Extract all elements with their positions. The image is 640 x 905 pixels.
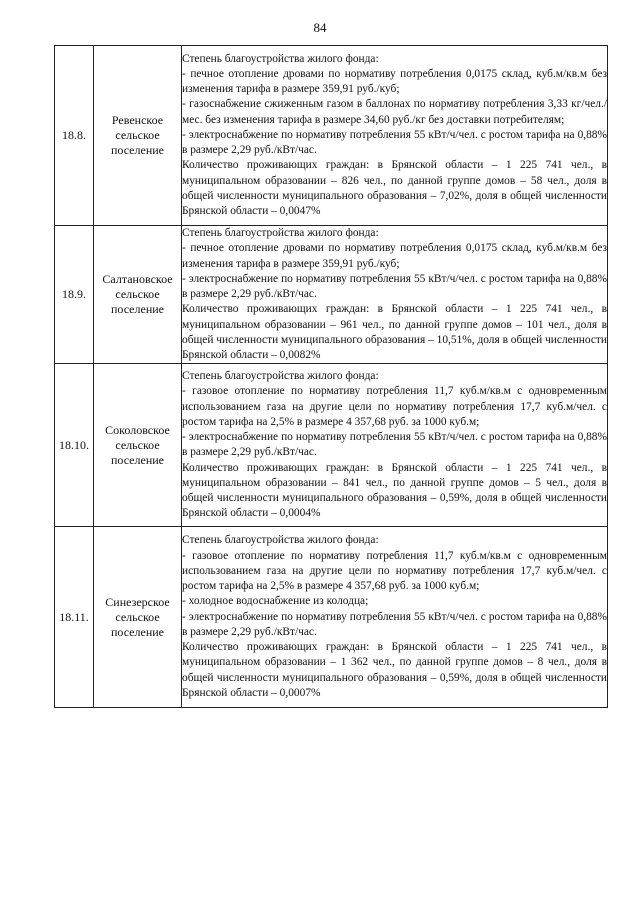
description-item: - газовое отопление по нормативу потребления 11,7 куб.м/кв.м с одновременным использованием газа на другие цели по нормативу потребления 17,7 куб.м/чел. с ростом тарифа на 2,5% в размере 4 357,68 руб. за 1000 куб.м;	[182, 385, 607, 428]
settlement-name-line: сельское	[115, 287, 160, 302]
settlement-name-line: поселение	[110, 452, 164, 467]
description-item: - печное отопление дровами по нормативу потребления 0,0175 склад, куб.м/кв.м без изменения тарифа в размере 359,91 руб./куб;	[182, 242, 607, 270]
settlement-name-line: Салтановское	[102, 272, 173, 287]
table-row	[55, 46, 608, 226]
settlement-name	[94, 46, 182, 226]
settlement-name-line: поселение	[110, 302, 164, 317]
settlement-name-line: сельское	[115, 437, 160, 452]
population-info: Количество проживающих граждан: в Брянской области – 1 225 741 чел., в муниципальном образовании – 961 чел., по данной группе домов – 101 чел., доля в общей численности муниципального образования – 10,51%, доля в общей численности Брянской области – 0,0082%	[182, 303, 607, 361]
settlement-name-line: сельское	[115, 128, 160, 142]
housing-table	[54, 45, 608, 708]
settlement-name-line: сельское	[115, 609, 160, 624]
description-item: - холодное водоснабжение из колодца;	[182, 595, 369, 608]
row-number: 18.11.	[55, 527, 94, 708]
row-number: 18.9.	[55, 226, 94, 364]
settlement-name	[94, 364, 182, 527]
description-item: - электроснабжение по нормативу потребления 55 кВт/ч/чел. с ростом тарифа на 0,88% в размере 2,29 руб./кВт/час.	[182, 610, 607, 638]
page-number: 84	[313, 20, 327, 35]
population-info: Количество проживающих граждан: в Брянской области – 1 225 741 чел., в муниципальном образовании – 1 362 чел., по данной группе домов – 8 чел., доля в общей численности муниципального образования – 0,59%, доля в общей численности Брянской области – 0,0007%	[182, 641, 607, 699]
description-heading: Степень благоустройства жилого фонда:	[182, 370, 379, 382]
settlement-name-line: поселение	[110, 143, 164, 157]
settlement-name-line: Соколовское	[105, 422, 170, 437]
row-number: 18.10.	[55, 364, 94, 527]
population-info: Количество проживающих граждан: в Брянской области – 1 225 741 чел., в муниципальном образовании – 841 чел., по данной группе домов – 5 чел., доля в общей численности муниципального образования – 0,59%, доля в общей численности Брянской области – 0,0004%	[182, 461, 607, 520]
description-heading: Степень благоустройства жилого фонда:	[182, 52, 379, 65]
description-item: - газоснабжение сжиженным газом в баллонах по нормативу потребления 3,33 кг/чел./мес. без изменения тарифа в размере 34,60 руб./кг без доставки потребителям;	[182, 98, 607, 126]
row-description	[182, 364, 608, 527]
description-item: - газовое отопление по нормативу потребления 11,7 куб.м/кв.м с одновременным использованием газа на другие цели по нормативу потребления 17,7 куб.м/чел. с ростом тарифа на 2,5% в размере 4 357,68 руб. за 1000 куб.м;	[182, 549, 607, 593]
table-row	[55, 364, 608, 527]
settlement-name-line: Синезерское	[105, 594, 170, 609]
description-item: - электроснабжение по нормативу потребления 55 кВт/ч/чел. с ростом тарифа на 0,88% в размере 2,29 руб./кВт/час.	[182, 431, 607, 459]
settlement-name	[94, 226, 182, 364]
settlement-name-line: Ревенское	[111, 113, 164, 127]
description-item: - электроснабжение по нормативу потребления 55 кВт/ч/чел. с ростом тарифа на 0,88% в размере 2,29 руб./кВт/час.	[182, 272, 607, 300]
description-heading: Степень благоустройства жилого фонда:	[182, 534, 379, 547]
row-description	[182, 527, 608, 708]
description-item: - электроснабжение по нормативу потребления 55 кВт/ч/чел. с ростом тарифа на 0,88% в размере 2,29 руб./кВт/час.	[182, 128, 607, 157]
settlement-name-line: поселение	[110, 624, 164, 639]
description-item: - печное отопление дровами по нормативу потребления 0,0175 склад, куб.м/кв.м без изменения тарифа в размере 359,91 руб./куб;	[182, 67, 607, 96]
row-description	[182, 226, 608, 364]
description-heading: Степень благоустройства жилого фонда:	[182, 227, 379, 239]
table-row	[55, 527, 608, 708]
row-number: 18.8.	[55, 46, 94, 226]
population-info: Количество проживающих граждан: в Брянской области – 1 225 741 чел., в муниципальном образовании – 826 чел., по данной группе домов – 58 чел., доля в общей численности муниципального образования – 7,02%, доля в общей численности Брянской области – 0,0047%	[182, 159, 607, 218]
table-row	[55, 226, 608, 364]
row-description	[182, 46, 608, 226]
settlement-name	[94, 527, 182, 708]
